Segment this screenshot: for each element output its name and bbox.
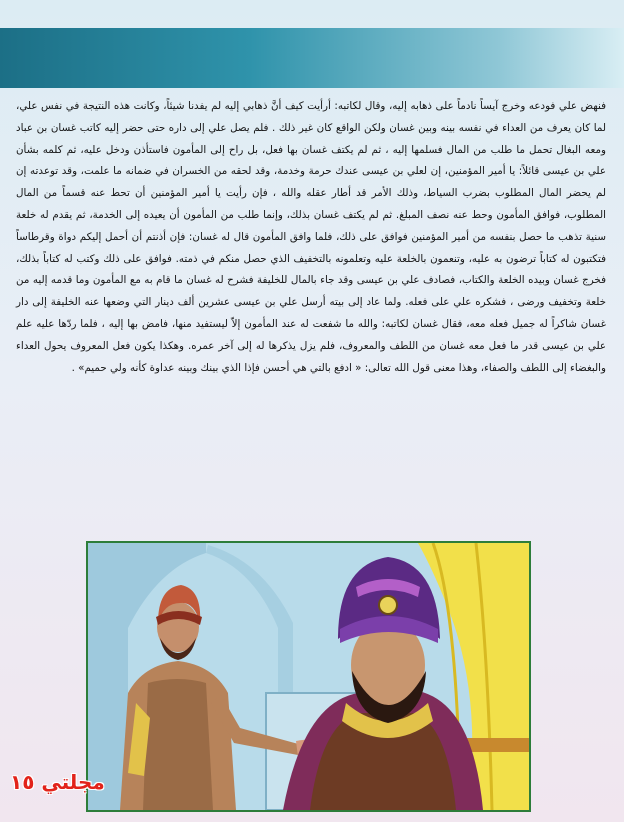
header-band (0, 28, 624, 88)
page-number: ١٥ (10, 770, 35, 794)
brand-name: مجلتي (41, 770, 105, 794)
story-illustration (86, 541, 531, 812)
magazine-brand (10, 770, 105, 794)
story-paragraph: فنهض علي فودعه وخرج آيساً نادماً على ذهابه إليه، وقال لكاتبه: أرأيت كيف أنَّ ذهابي إليه لم يفدنا شيئاً، وكانت هذه النتيجة في نفس علي، لما كان يعرف من العداء في نفسه بينه وبين غسان ولكن الواقع كان غير ذلك . فلم يصل علي إلى داره حتى حضر إليه كاتب غسان بن عباد ومعه البغال تحمل ما طلب من المال فسلمها إليه ، ثم لم يكتف غسان بها فعل، بل راح إلى المأمون فاستأذن ودخل عليه، ثم كلمه بشأن علي بن عيسى قائلاً: يا أمير المؤمنين، إن لعلي بن عيسى عندك حرمة وخدمة، وقد لحقه من الخسران في ضمانه ما علمت، وقد توعدته إن لم يحضر المال المطلوب بضرب السياط، وذلك الأمر قد أطار عقله والله ، فإن رأيت يا أمير المؤمنين أن تحط عنه قسماً من المال المطلوب، فوافق المأمون وحط عنه نصف المبلغ. ثم لم يكتف غسان بذلك، وإنما طلب من المأمون أن يعيده إلى الخدمة، ثم يقدم له خلعة سنية تذهب ما حصل بنفسه من أمير المؤمنين فوافق على ذلك، فلما وافق المأمون قال له غسان: فإن أذنتم أن أحمل إليكم دواة وقرطاساً فتكتبون له كتاباً ترضون به عليه، وتنعمون بالخلعة عليه وتعلمونه بالتخفيف الذي حصل منكم في ذمته. فوافق على ذلك وكتب له كتاباً بذلك، فخرج غسان وبيده الخلعة والكتاب، فصادف علي بن عيسى وقد جاء بالمال للخليفة فشرح له غسان ما قام به مع المأمون وما قدمه إليه من خلعة وتخفيف ورضى ، فشكره علي على فعله. ولما عاد إلى بيته أرسل علي بن عيسى عشرين ألف دينار التي وضعها عنه الخليفة إلى دار غسان شاكراً له جميل فعله معه، فقال غسان لكاتبه: والله ما شفعت له عند المأمون إلاّ ليستفيد منها، فامض بها إليه ، فلما ردّها عليه علم علي بن عيسى قدر ما فعل معه غسان من اللطف والمعروف، فلم يزل يذكرها له إلى آخر عمره. وهكذا يكون فعل المعروف يحول العداء والبغضاء إلى اللطف والصفاء، وهذا معنى قول الله تعالى: « ادفع بالتي هي أحسن فإذا الذي بينك وبينه عداوة كأنه ولي حميم» . (16, 100, 606, 374)
